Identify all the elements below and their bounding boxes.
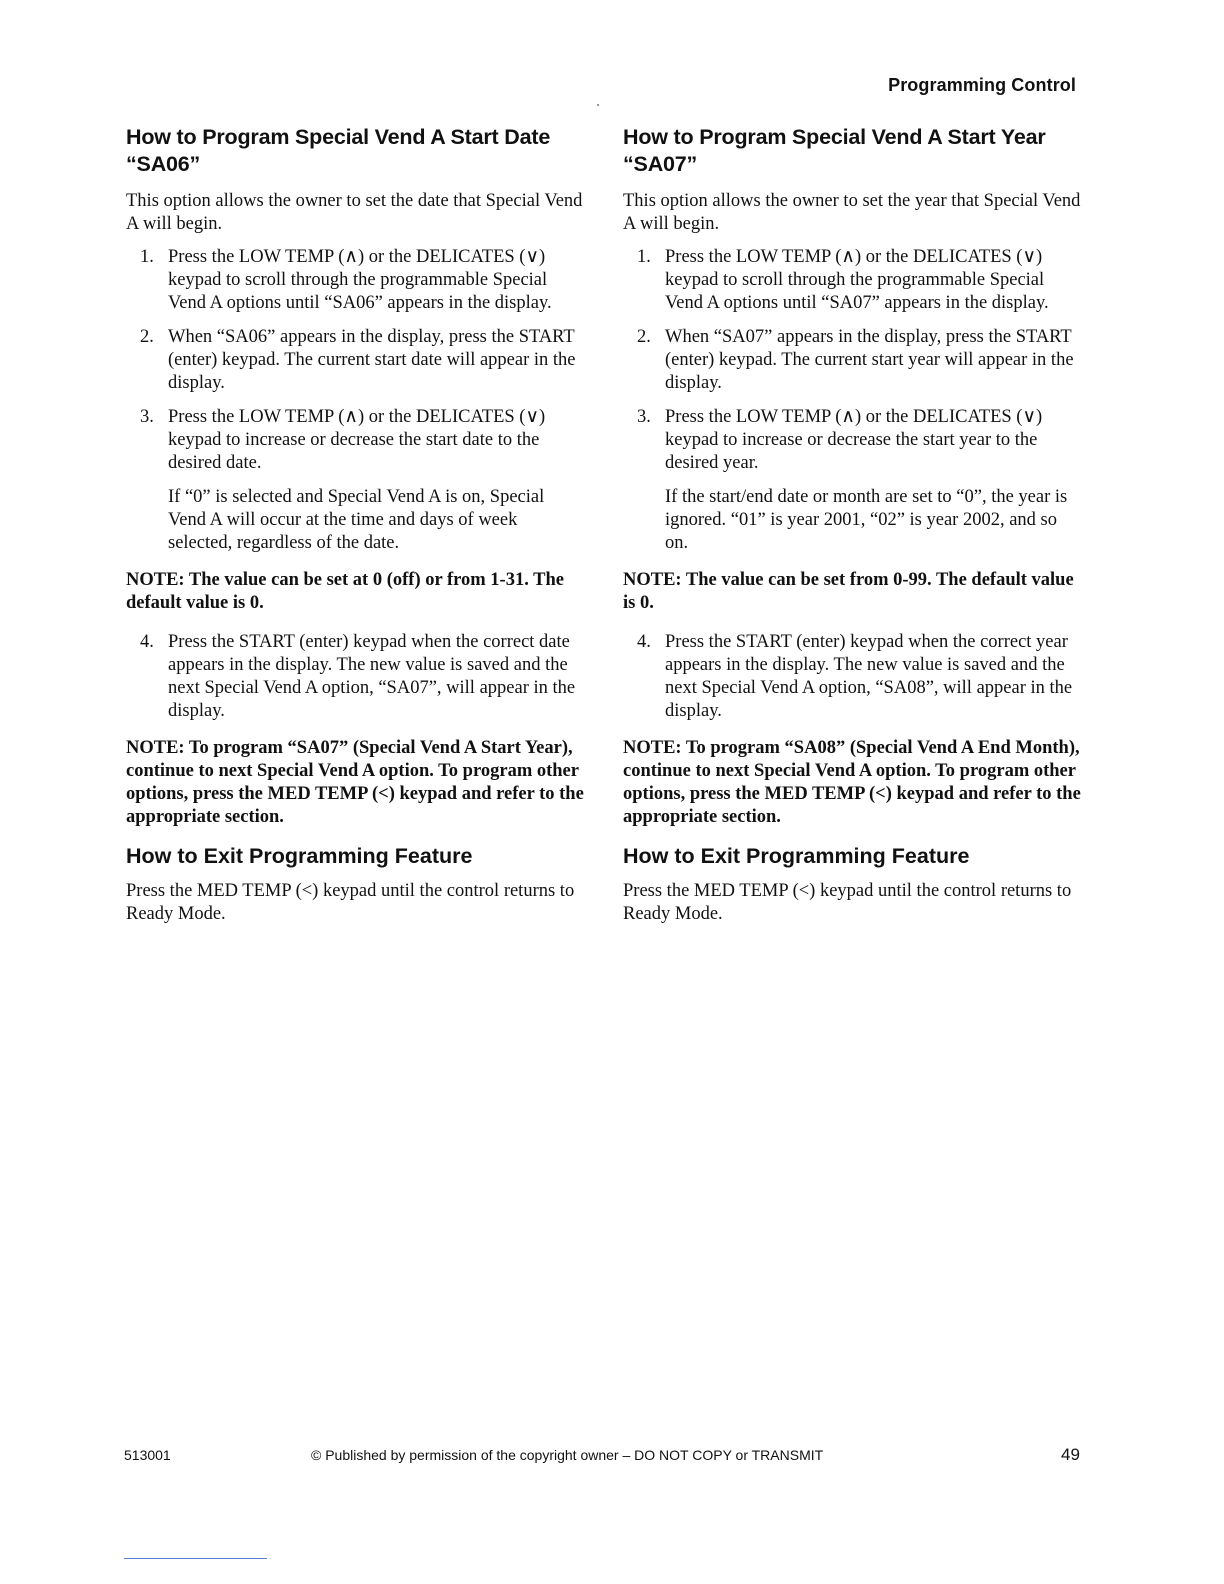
steps-list — [126, 246, 586, 475]
exit-programming-text: Press the MED TEMP (<) keypad until the control returns to Ready Mode. — [126, 881, 575, 924]
exit-programming-text: Press the MED TEMP (<) keypad until the control returns to Ready Mode. — [623, 881, 1072, 924]
note-value-range: NOTE: The value can be set from 0-99. The default value is 0. — [623, 570, 1074, 613]
exit-programming-heading: How to Exit Programming Feature — [126, 844, 473, 868]
right-column — [623, 124, 1083, 936]
intro-paragraph: This option allows the owner to set the year that Special Vend A will begin. — [623, 191, 1081, 234]
exit-programming-heading: How to Exit Programming Feature — [623, 844, 970, 868]
step-item — [126, 326, 586, 395]
footer-doc-number: 513001 — [124, 1447, 171, 1463]
note-next-option: NOTE: To program “SA07” (Special Vend A Start Year), continue to next Special Vend A option. To program other options, press the MED TEMP (<) keypad and refer to the appropriate section. — [126, 738, 584, 827]
step-text: Press the LOW TEMP (∧) or the DELICATES (∨) keypad to increase or decrease the start year to the desired year. — [665, 407, 1043, 473]
step-number: 1. — [140, 247, 154, 267]
step-item — [623, 246, 1083, 315]
step-number: 2. — [637, 327, 651, 347]
step-item — [126, 246, 586, 315]
step-text: Press the LOW TEMP (∧) or the DELICATES (∨) keypad to increase or decrease the start date to the desired date. — [168, 407, 546, 473]
step-text: When “SA06” appears in the display, press the START (enter) keypad. The current start date will appear in the display. — [168, 327, 576, 393]
step-number: 4. — [637, 632, 651, 652]
step-text: Press the START (enter) keypad when the correct year appears in the display. The new value is saved and the next Special Vend A option, “SA08”, will appear in the display. — [665, 632, 1073, 721]
step-number: 1. — [637, 247, 651, 267]
footer-page-number: 49 — [1061, 1445, 1080, 1464]
step-number: 2. — [140, 327, 154, 347]
step-text: Press the LOW TEMP (∧) or the DELICATES (∨) keypad to scroll through the programmable Special Vend A options until “SA06” appears in the display. — [168, 247, 552, 313]
scan-artifact-dot — [597, 104, 599, 106]
step-3-detail: If “0” is selected and Special Vend A is on, Special Vend A will occur at the time and days of week selected, regardless of the date. — [168, 487, 545, 553]
step-item — [623, 631, 1083, 723]
step-item — [623, 326, 1083, 395]
step-item — [126, 406, 586, 475]
section-heading-sa07: How to Program Special Vend A Start Year “SA07” — [623, 125, 1046, 176]
step-3-detail: If the start/end date or month are set to “0”, the year is ignored. “01” is year 2001, “02” is year 2002, and so on. — [665, 487, 1068, 553]
step-item — [623, 406, 1083, 475]
intro-paragraph: This option allows the owner to set the date that Special Vend A will begin. — [126, 191, 583, 234]
step-item — [126, 631, 586, 723]
page-header-title: Programming Control — [888, 75, 1076, 95]
step-text: Press the START (enter) keypad when the correct date appears in the display. The new value is saved and the next Special Vend A option, “SA07”, will appear in the display. — [168, 632, 576, 721]
note-value-range: NOTE: The value can be set at 0 (off) or from 1-31. The default value is 0. — [126, 570, 564, 613]
step-number: 3. — [637, 407, 651, 427]
step-number: 3. — [140, 407, 154, 427]
note-next-option: NOTE: To program “SA08” (Special Vend A End Month), continue to next Special Vend A option. To program other options, press the MED TEMP (<) keypad and refer to the appropriate section. — [623, 738, 1081, 827]
step-text: When “SA07” appears in the display, press the START (enter) keypad. The current start year will appear in the display. — [665, 327, 1074, 393]
step-text: Press the LOW TEMP (∧) or the DELICATES (∨) keypad to scroll through the programmable Special Vend A options until “SA07” appears in the display. — [665, 247, 1049, 313]
footer-copyright: © Published by permission of the copyright owner – DO NOT COPY or TRANSMIT — [311, 1447, 824, 1463]
section-heading-sa06: How to Program Special Vend A Start Date “SA06” — [126, 125, 551, 176]
steps-list — [623, 246, 1083, 475]
steps-list-continued — [623, 631, 1083, 723]
steps-list-continued — [126, 631, 586, 723]
footer-rule-line — [124, 1558, 267, 1559]
step-number: 4. — [140, 632, 154, 652]
left-column — [126, 124, 586, 936]
